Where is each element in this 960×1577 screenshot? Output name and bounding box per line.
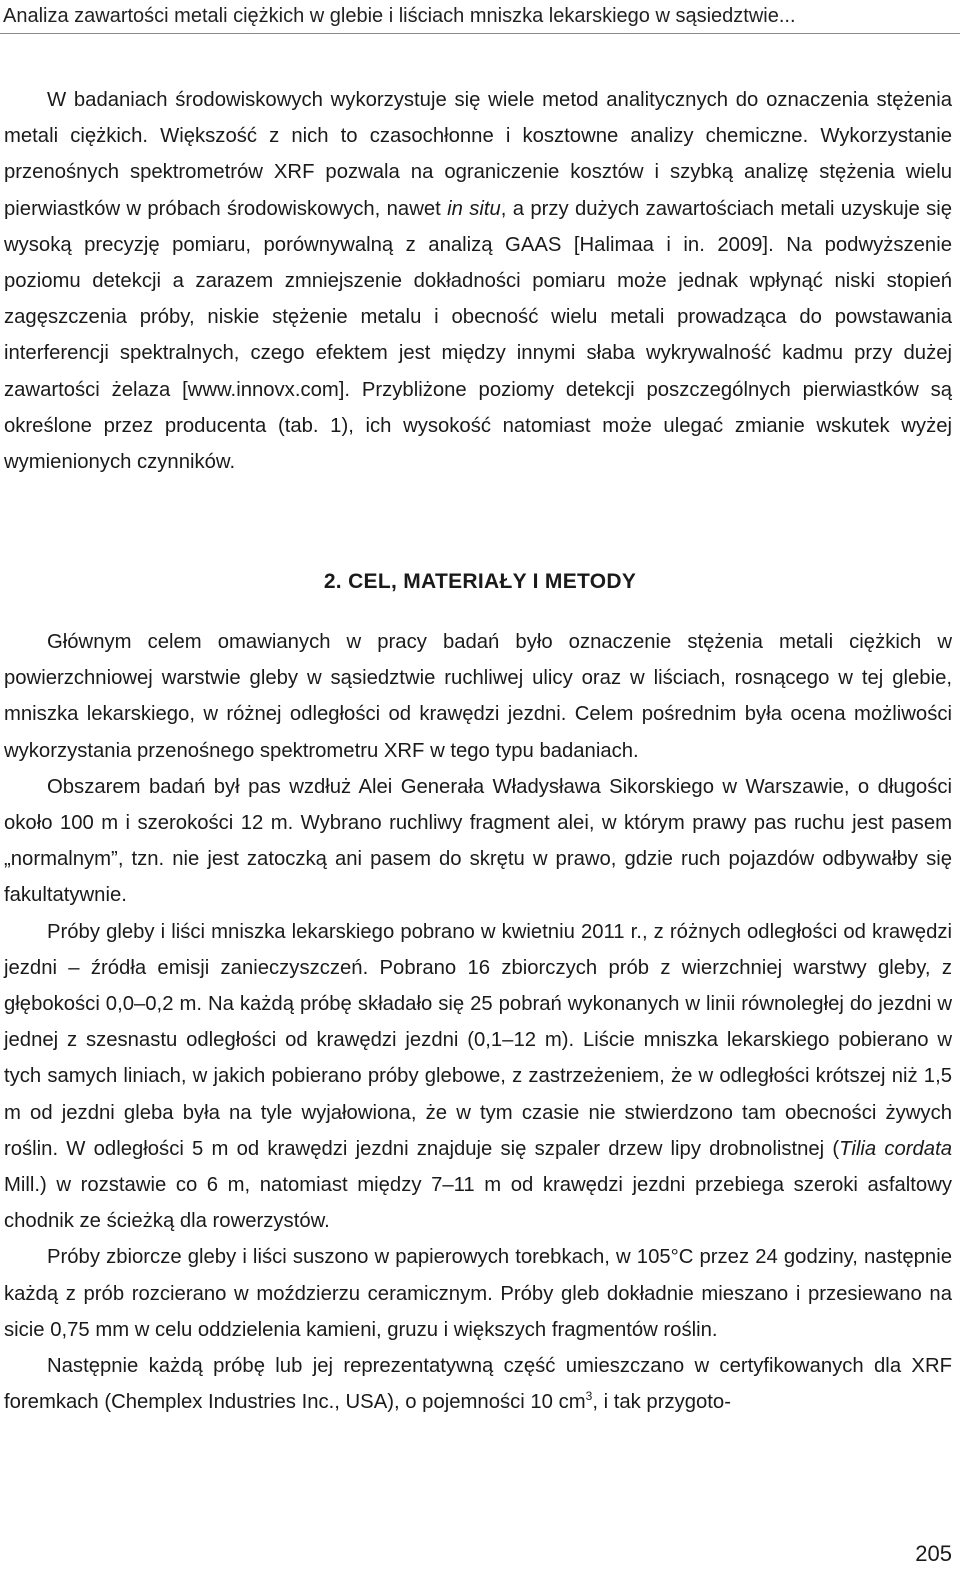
page-number: 205: [915, 1541, 952, 1566]
section-paragraph-3: [4, 914, 952, 1240]
section-p5-text-a: Następnie każdą próbę lub jej reprezentatywną część umieszczano w certyfikowanych dla XRF foremkach (Chemplex Industries Inc., USA), o pojemności 10 cm: [4, 1355, 952, 1414]
header-rule: [0, 33, 960, 34]
section-paragraph-5: [4, 1348, 952, 1420]
intro-text-b: , a przy dużych zawartościach metali uzyskuje się wysoką precyzję pomiaru, porównywalną z analizą GAAS [Halimaa i in. 2009]. Na podwyższenie poziomu detekcji a zarazem zmniejszenie dokładności pomiaru może jednak wpłynąć niski stopień zagęszczenia próby, niskie stężenie metalu i obecność wielu metali prowadząca do powstawania interferencji spektralnych, czego efektem jest między innymi słaba wykrywalność kadmu przy dużej zawartości żelaza [www.innovx.com]. Przybliżone poziomy detekcji poszczególnych pierwiastków są określone przez producenta (tab. 1), ich wysokość natomiast może ulegać zmianie wskutek wyżej wymienionych czynników.: [4, 197, 953, 474]
section-paragraph-4: Próby zbiorcze gleby i liści suszono w papierowych torebkach, w 105°C przez 24 godziny, następnie każdą z prób rozcierano w moździerzu ceramicznym. Próby gleb dokładnie mieszano i przesiewano na sicie 0,75 mm w celu oddzielenia kamieni, gruzu i większych fragmentów roślin.: [4, 1246, 952, 1341]
intro-italic-term: in situ: [447, 197, 501, 220]
unit-superscript: 3: [585, 1389, 593, 1404]
species-name: Tilia cordata: [839, 1137, 952, 1160]
section-paragraph-1: Głównym celem omawianych w pracy badań było oznaczenie stężenia metali ciężkich w powierzchniowej warstwie gleby w sąsiedztwie ruchliwej ulicy oraz w liściach, rosnącego w tej glebie, mniszka lekarskiego, w różnej odległości od krawędzi jezdni. Celem pośrednim była ocena możliwości wykorzystania przenośnego spektrometru XRF w tego typu badaniach.: [4, 631, 952, 762]
section-p3-text-b: Mill.) w rozstawie co 6 m, natomiast między 7–11 m od krawędzi jezdni przebiega szeroki asfaltowy chodnik ze ścieżką dla rowerzystów.: [4, 1174, 952, 1233]
section-p5-text-b: , i tak przygoto-: [592, 1391, 731, 1414]
running-head: Analiza zawartości metali ciężkich w glebie i liściach mniszka lekarskiego w sąsiedztwie...: [3, 5, 796, 27]
intro-block: [4, 82, 952, 480]
section-block: [4, 624, 952, 1420]
section-p3-text-a: Próby gleby i liści mniszka lekarskiego pobrano w kwietniu 2011 r., z różnych odległości od krawędzi jezdni – źródła emisji zanieczyszczeń. Pobrano 16 zbiorczych prób z wierzchniej warstwy gleby, z głębokości 0,0–0,2 m. Na każdą próbę składało się 25 pobrań wykonanych w linii równoległej do jezdni w jednej z szesnastu odległości od krawędzi jezdni (0,1–12 m). Liście mniszka lekarskiego pobierano w tych samych liniach, w jakich pobierano próby glebowe, z zastrzeżeniem, że w odległości krótszej niż 1,5 m od jezdni gleba była na tyle wyjałowiona, że w tym czasie nie stwierdzono tam obecności żywych roślin. W odległości 5 m od krawędzi jezdni znajduje się szpaler drzew lipy drobnolistnej (: [4, 920, 952, 1160]
intro-paragraph: [4, 82, 952, 480]
section-paragraph-2: Obszarem badań był pas wzdłuż Alei Generała Władysława Sikorskiego w Warszawie, o długości około 100 m i szerokości 12 m. Wybrano ruchliwy fragment alei, w którym prawy pas ruchu jest pasem „normalnym”, tzn. nie jest zatoczką ani pasem do skrętu w prawo, gdzie ruch pojazdów odbywałby się fakultatywnie.: [4, 775, 952, 907]
section-heading: 2. CEL, MATERIAŁY I METODY: [323, 570, 637, 593]
intro-text-a: W badaniach środowiskowych wykorzystuje się wiele metod analitycznych do oznaczenia stężenia metali ciężkich. Większość z nich to czasochłonne i kosztowne analizy chemiczne. Wykorzystanie przenośnych spektrometrów XRF pozwala na ograniczenie kosztów i szybką analizę stężenia wielu pierwiastków w próbach środowiskowych, nawet: [4, 89, 952, 220]
